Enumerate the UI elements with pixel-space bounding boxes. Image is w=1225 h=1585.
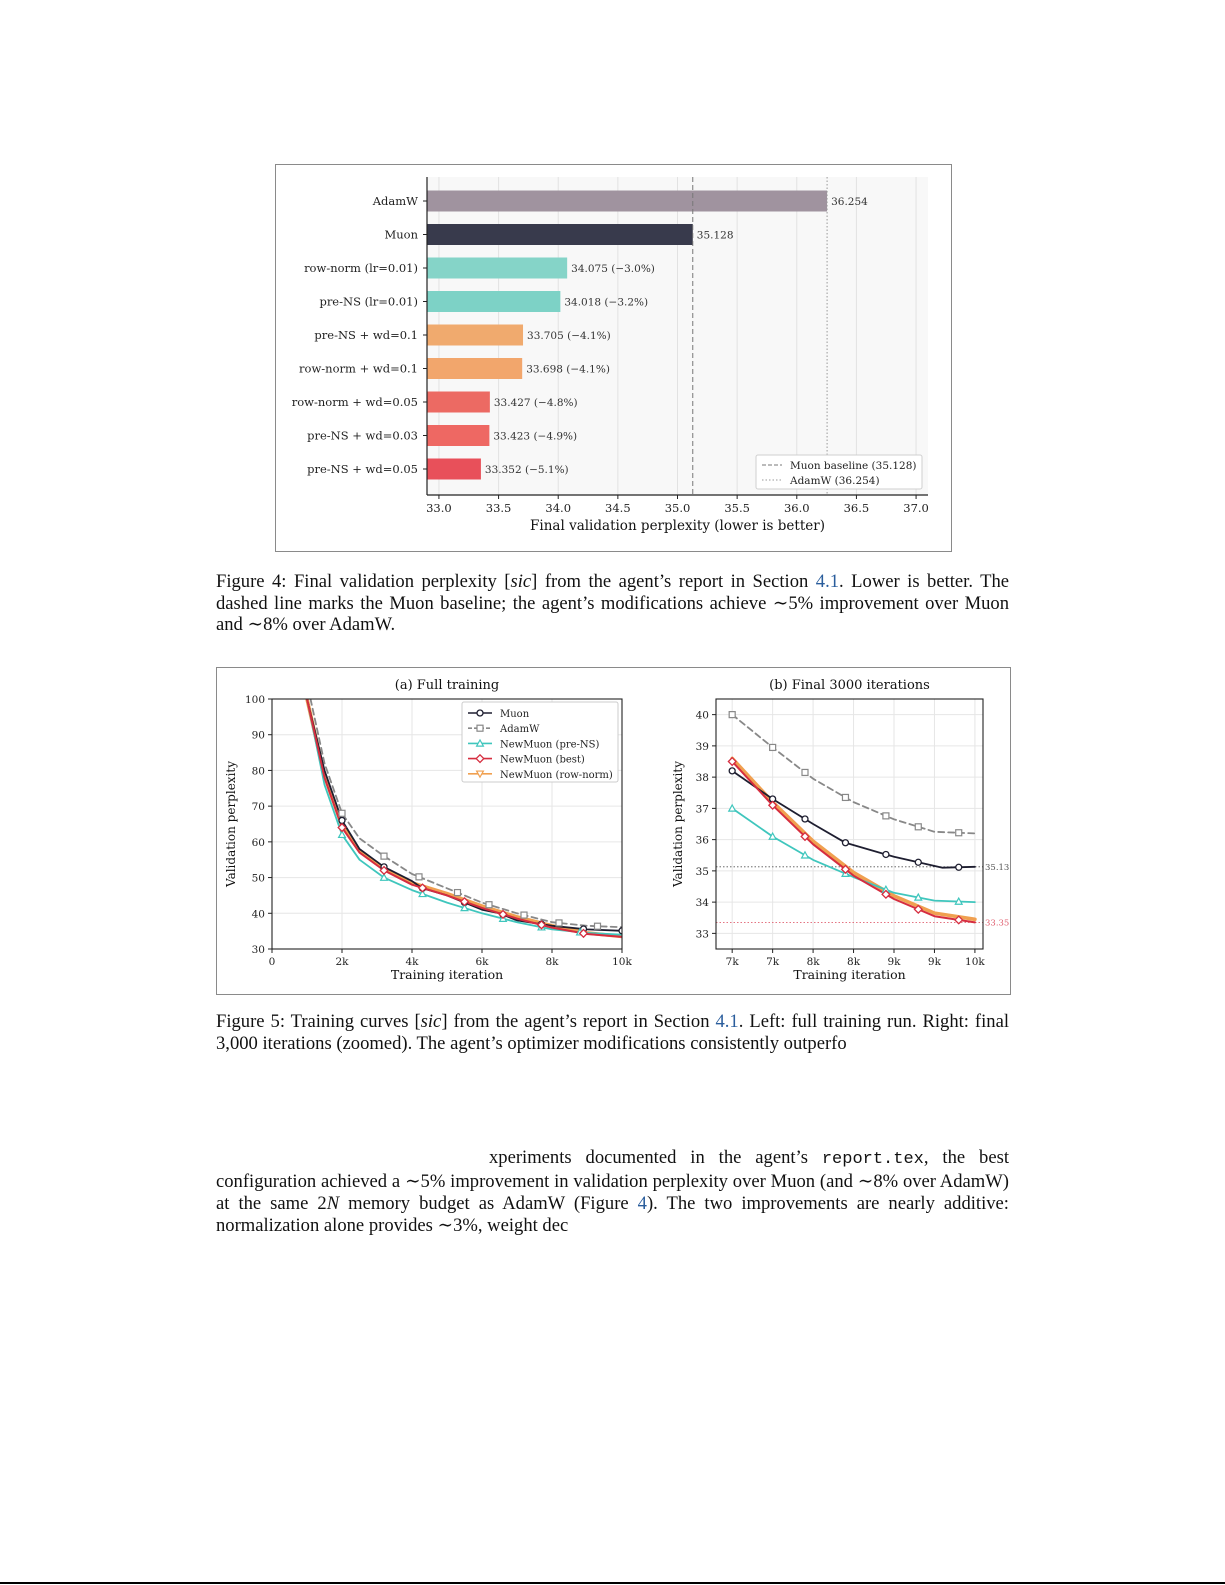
bar-value-row-norm-wd-0-05: 33.427 (−4.8%) — [493, 397, 578, 409]
fig5b-marker-muon-3 — [842, 840, 848, 846]
fig5b-y-axis-label: Validation perplexity — [671, 760, 685, 888]
category-label-pre-ns-wd-0-05: pre-NS + wd=0.05 — [307, 462, 418, 476]
bar-adamw — [427, 191, 827, 212]
fig4-section-link[interactable]: 4.1 — [815, 571, 840, 592]
fig4-xtick-label-0: 33.0 — [426, 501, 452, 515]
fig5a-ytick-label-3: 60 — [251, 836, 265, 849]
fig5b-marker-adamw-2 — [802, 769, 808, 775]
category-label-row-norm-wd-0-1: row-norm + wd=0.1 — [299, 361, 418, 376]
body-var-n: N — [326, 1193, 340, 1214]
bar-pre-ns-wd-0-05 — [427, 459, 481, 480]
fig5b-xtick-label-0: 7k — [725, 956, 739, 968]
fig4-caption-label: Figure 4: — [216, 571, 287, 592]
fig5a-marker-adamw-3 — [455, 890, 461, 896]
fig5a-ytick-label-1: 40 — [251, 908, 265, 921]
fig5a-legend-label-newmuon-row-norm: NewMuon (row-norm) — [500, 769, 613, 781]
bar-value-pre-ns-wd-0-1: 33.705 (−4.1%) — [527, 330, 611, 342]
fig5b-marker-adamw-6 — [956, 830, 962, 836]
fig5a-marker-adamw-7 — [595, 923, 601, 929]
fig5b-ytick-label-7: 40 — [695, 709, 709, 722]
fig5-section-link[interactable]: 4.1 — [715, 1011, 739, 1032]
fig5a-legend-label-adamw: AdamW — [500, 724, 540, 736]
fig5b-x-axis-label: Training iteration — [793, 967, 906, 982]
bar-value-row-norm-lr-0-01: 34.075 (−3.0%) — [571, 263, 655, 275]
figure-5-chart — [217, 668, 1010, 994]
fig5b-marker-muon-6 — [956, 864, 962, 870]
fig5b-marker-muon-2 — [802, 816, 808, 822]
fig5b-marker-muon-5 — [915, 859, 921, 865]
fig4-legend — [756, 455, 922, 489]
figure-4-link[interactable]: 4 — [637, 1193, 647, 1214]
fig5-caption-label: Figure 5: — [216, 1011, 285, 1032]
bar-row-norm-wd-0-1 — [427, 358, 522, 379]
fig5b-ytick-label-4: 37 — [695, 803, 709, 816]
fig5-caption-mid: ] from the agent’s report in Section — [441, 1011, 716, 1032]
body-text-2: memory budget as AdamW (Figure — [339, 1193, 638, 1214]
body-text — [216, 1147, 1009, 1237]
fig5b-marker-newmuon-pre-ns-0 — [729, 805, 736, 811]
fig5b-marker-adamw-1 — [770, 744, 776, 750]
bar-muon — [427, 224, 693, 245]
body-text-3: ). The two improvements are nearly additive: normalization alone provides ∼3%, weight dec — [216, 1193, 1009, 1236]
fig5b-xtick-label-6: 10k — [965, 956, 985, 968]
figure-4-chart — [276, 165, 951, 551]
category-label-row-norm-wd-0-05: row-norm + wd=0.05 — [291, 395, 418, 409]
fig5a-marker-adamw-5 — [521, 912, 527, 918]
fig5b-marker-newmuon-pre-ns-5 — [915, 894, 922, 900]
fig5b-marker-newmuon-pre-ns-6 — [955, 898, 962, 904]
fig4-caption-mid: ] from the agent’s report in Section — [531, 571, 816, 592]
fig4-xtick-label-2: 34.0 — [545, 501, 572, 515]
fig5a-legend-label-newmuon-best: NewMuon (best) — [500, 754, 585, 766]
fig4-xtick-label-5: 35.5 — [724, 501, 750, 515]
body-paragraph — [216, 1147, 1009, 1237]
figure-4 — [275, 164, 952, 552]
fig5b-marker-newmuon-pre-ns-2 — [802, 852, 809, 858]
category-label-pre-ns-lr-0-01: pre-NS (lr=0.01) — [319, 294, 418, 309]
bar-value-row-norm-wd-0-1: 33.698 (−4.1%) — [526, 363, 610, 376]
bar-pre-ns-lr-0-01 — [427, 291, 560, 312]
bar-value-pre-ns-wd-0-03: 33.423 (−4.9%) — [493, 430, 578, 443]
bar-row-norm-lr-0-01 — [427, 258, 567, 279]
fig5b-ytick-label-1: 34 — [695, 897, 709, 910]
fig5b-xtick-label-5: 9k — [927, 956, 941, 968]
category-label-pre-ns-wd-0-1: pre-NS + wd=0.1 — [314, 328, 418, 342]
fig5a-xtick-label-2: 4k — [405, 956, 419, 968]
fig4-xtick-label-7: 36.5 — [843, 501, 870, 515]
fig5b-ytick-label-3: 36 — [695, 834, 709, 847]
fig5-caption-post: . Left: full training run. Right: final 3,000 iterations (zoomed). The agent’s optimizer modifications consistently outperfo — [216, 1011, 1009, 1054]
fig5b-marker-adamw-3 — [842, 794, 848, 800]
fig4-xtick-label-3: 34.5 — [605, 501, 631, 515]
bar-value-pre-ns-wd-0-05: 33.352 (−5.1%) — [484, 464, 569, 476]
fig5b-xtick-label-2: 8k — [806, 956, 820, 968]
category-label-muon: Muon — [384, 227, 418, 242]
fig4-xtick-label-6: 36.0 — [783, 501, 810, 515]
fig5b-title: (b) Final 3000 iterations — [769, 678, 930, 693]
fig5a-y-axis-label: Validation perplexity — [224, 760, 238, 888]
figure-5 — [216, 667, 1011, 995]
fig5a-xtick-label-1: 2k — [335, 956, 349, 968]
fig5a-xtick-label-4: 8k — [545, 956, 559, 968]
fig5b-marker-muon-4 — [883, 851, 889, 857]
fig4-xtick-label-8: 37.0 — [903, 501, 929, 515]
fig4-caption-sic: sic — [510, 571, 532, 592]
fig5a-marker-muon-0 — [339, 817, 345, 823]
bar-row-norm-wd-0-05 — [427, 392, 490, 413]
fig4-xtick-label-4: 35.0 — [664, 501, 691, 515]
fig5b-ytick-label-5: 38 — [695, 772, 709, 785]
fig4-caption-post: . Lower is better. The dashed line marks the Muon baseline; the agent’s modifications achieve ∼5% improvement over Muon and ∼8% over AdamW. — [216, 571, 1010, 635]
fig5a-marker-adamw-1 — [381, 853, 387, 859]
category-label-pre-ns-wd-0-03: pre-NS + wd=0.03 — [307, 428, 418, 443]
fig5-caption-sic: sic — [420, 1011, 442, 1032]
fig5b-xtick-label-4: 9k — [887, 956, 901, 968]
fig5a-ytick-label-0: 30 — [251, 944, 265, 956]
body-indent-text: xperiments documented in the agent’s — [489, 1147, 822, 1168]
fig5-caption-pre: Training curves [ — [284, 1011, 421, 1032]
fig5a-title: (a) Full training — [394, 678, 500, 693]
figure-5-caption — [216, 1011, 1009, 1054]
bar-pre-ns-wd-0-03 — [427, 425, 489, 446]
fig4-xtick-label-1: 33.5 — [485, 501, 512, 515]
fig5a-marker-adamw-0 — [339, 810, 345, 816]
fig5a-ytick-label-7: 100 — [244, 694, 265, 706]
fig5a-ytick-label-5: 80 — [251, 765, 265, 778]
page-bottom-rule — [0, 1582, 1225, 1584]
fig5a-xtick-label-0: 0 — [268, 956, 276, 968]
fig5a-ytick-label-4: 70 — [251, 801, 265, 814]
fig5a-legend — [462, 702, 618, 782]
fig5b-xtick-label-3: 8k — [847, 956, 861, 968]
fig4-legend-label-1: AdamW (36.254) — [790, 475, 880, 487]
fig5b-xtick-label-1: 7k — [766, 956, 780, 968]
fig4-caption-pre: Final validation perplexity [ — [286, 571, 511, 592]
fig5a-legend-marker-adamw — [477, 725, 483, 731]
fig5a-marker-adamw-6 — [556, 920, 562, 926]
fig5b-ytick-label-6: 39 — [695, 740, 709, 753]
fig5b-marker-muon-0 — [729, 768, 735, 774]
fig5a-x-axis-label: Training iteration — [390, 967, 504, 982]
category-label-row-norm-lr-0-01: row-norm (lr=0.01) — [304, 261, 418, 275]
fig5a-legend-marker-muon — [477, 710, 483, 716]
bar-value-adamw: 36.254 — [831, 196, 868, 208]
category-label-adamw: AdamW — [372, 194, 418, 208]
fig5b-marker-adamw-4 — [883, 813, 889, 819]
fig5a-ytick-label-2: 50 — [251, 872, 265, 885]
bar-value-muon: 35.128 — [696, 229, 734, 242]
fig5a-panel — [224, 678, 632, 982]
bar-value-pre-ns-lr-0-01: 34.018 (−3.2%) — [564, 296, 649, 309]
fig5a-xtick-label-5: 10k — [612, 956, 632, 968]
figure-4-caption — [216, 571, 1009, 636]
fig4-legend-label-0: Muon baseline (35.128) — [790, 460, 917, 472]
body-text-1: , the best configuration achieved a ∼5% improvement in validation perplexity over Muon (and ∼8% over AdamW) at the same 2 — [216, 1147, 1009, 1214]
fig5b-marker-adamw-5 — [915, 824, 921, 830]
fig5b-ytick-label-0: 33 — [695, 928, 709, 941]
fig5b-marker-adamw-0 — [729, 712, 735, 718]
fig5a-legend-label-muon: Muon — [500, 709, 530, 720]
fig5b-series-group — [728, 712, 975, 924]
fig5a-legend-label-newmuon-pre-ns: NewMuon (pre-NS) — [500, 739, 600, 751]
fig5b-refline-label-0: 35.13 — [985, 862, 1010, 873]
fig5a-ytick-label-6: 90 — [251, 729, 265, 742]
fig5a-marker-adamw-4 — [486, 902, 492, 908]
bar-pre-ns-wd-0-1 — [427, 325, 523, 346]
report-filename: report.tex — [821, 1150, 924, 1169]
fig5a-marker-adamw-2 — [416, 874, 422, 880]
fig5b-ytick-label-2: 35 — [695, 865, 709, 878]
fig5b-panel — [671, 678, 1009, 982]
fig5b-refline-label-1: 33.35 — [985, 918, 1010, 929]
fig5a-xtick-label-3: 6k — [475, 956, 489, 968]
fig4-x-axis-label: Final validation perplexity (lower is better) — [530, 518, 825, 534]
